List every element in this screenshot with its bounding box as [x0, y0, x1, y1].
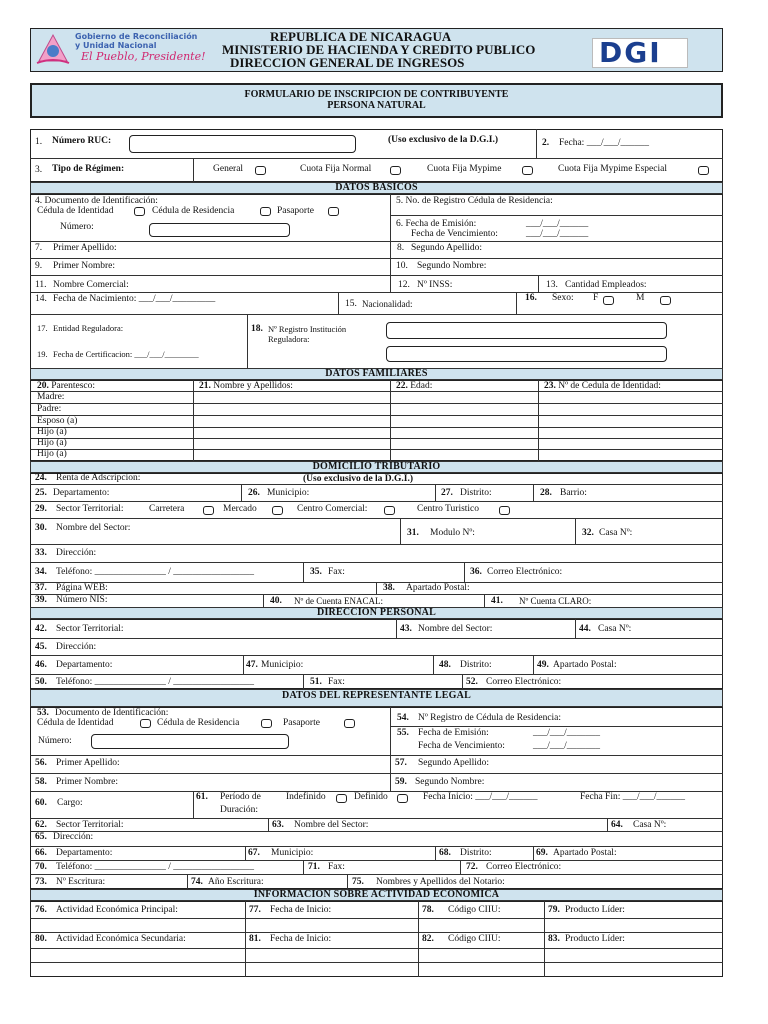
f29-number: 29. — [35, 504, 47, 514]
f51-label: Fax: — [328, 677, 345, 687]
f6a-line: ___/___/______ — [526, 219, 589, 229]
f46-label: Departamento: — [56, 660, 113, 670]
f10-label: Segundo Nombre: — [417, 261, 487, 271]
f3-label: Tipo de Régimen: — [52, 164, 125, 174]
f77-label: Fecha de Inicio: — [270, 905, 332, 915]
f52-label: Correo Electrónico: — [486, 677, 562, 687]
f18-number: 18. — [251, 324, 263, 334]
centro-turistico-label: Centro Turistico — [417, 504, 480, 514]
f63-number: 63. — [272, 820, 284, 830]
f61-label2: Duración: — [220, 805, 258, 815]
f7-number: 7. — [35, 243, 43, 253]
f44-number: 44. — [579, 624, 591, 634]
f33-number: 33. — [35, 548, 47, 558]
f14-label: Fecha de Nacimiento: ___/___/_________ — [53, 294, 216, 304]
f39-label: Número NIS: — [56, 595, 108, 605]
f12-number: 12. — [398, 280, 410, 290]
f3-number: 3. — [35, 165, 43, 175]
f78-label: Código CIIU: — [448, 905, 501, 915]
f42-label: Sector Territorial: — [56, 624, 124, 634]
f60-number: 60. — [35, 798, 47, 808]
f80-number: 80. — [35, 934, 47, 944]
f54-label: Nº Registro de Cédula de Residencia: — [418, 713, 562, 723]
f81-label: Fecha de Inicio: — [270, 934, 332, 944]
f44-label: Casa Nº: — [598, 624, 632, 634]
f10-number: 10. — [396, 261, 408, 271]
f74-number: 74. — [191, 877, 203, 887]
government-logo-slogan: El Pueblo, Presidente! — [81, 50, 206, 63]
familiar-row-label: Padre: — [37, 404, 62, 414]
sex-f-label: F — [593, 293, 599, 303]
f43-label: Nombre del Sector: — [418, 624, 493, 634]
f25-number: 25. — [35, 488, 47, 498]
f73-number: 73. — [35, 877, 47, 887]
f38-label: Apartado Postal: — [406, 583, 470, 593]
f1-number: 1. — [35, 137, 43, 147]
f14-number: 14. — [35, 294, 47, 304]
regime-cfn-checkbox[interactable] — [390, 166, 401, 175]
h21-label: Nombre y Apellidos: — [213, 381, 293, 391]
government-emblem-icon — [33, 31, 73, 67]
h20-number: 20. — [37, 381, 49, 391]
f28-number: 28. — [540, 488, 552, 498]
f40-label: Nº de Cuenta ENACAL: — [294, 596, 384, 606]
f15-label: Nacionalidad: — [362, 299, 413, 309]
cedula-residencia-label: Cédula de Residencia — [152, 206, 235, 216]
f11-number: 11. — [35, 280, 47, 290]
f83-number: 83. — [548, 934, 560, 944]
f11-label: Nombre Comercial: — [53, 280, 129, 290]
familiar-row-label: Madre: — [37, 392, 65, 402]
f58-label: Primer Nombre: — [56, 777, 119, 787]
h21 — [199, 381, 293, 392]
fecha-fin-label: Fecha Fin: ___/___/______ — [580, 792, 686, 802]
f64-number: 64. — [611, 820, 623, 830]
f27-number: 27. — [441, 488, 453, 498]
f16-number: 16. — [525, 293, 537, 303]
h22 — [396, 381, 432, 392]
f37-number: 37. — [35, 583, 47, 593]
f55b-line: ___/___/_______ — [533, 741, 601, 751]
government-logo-line2: y Unidad Nacional — [75, 41, 157, 50]
section-actividad-economica: INFORMACION SOBRE ACTIVIDAD ECONOMICA — [30, 889, 723, 901]
f59-number: 59. — [395, 777, 407, 787]
f81-number: 81. — [249, 934, 261, 944]
carretera-label: Carretera — [149, 504, 185, 514]
f48-label: Distrito: — [460, 660, 492, 670]
mercado-checkbox[interactable] — [272, 506, 283, 515]
rep-cedula-identidad-checkbox[interactable] — [140, 719, 151, 728]
f65-label: Dirección: — [53, 832, 94, 842]
f32-number: 32. — [582, 528, 594, 538]
f75-number: 75. — [352, 877, 364, 887]
section-representante-legal: DATOS DEL REPRESENTANTE LEGAL — [30, 689, 723, 707]
f24-label: Renta de Adscripcion: — [56, 473, 141, 483]
government-logo — [33, 31, 218, 69]
f25-label: Departamento: — [53, 488, 110, 498]
document-number-input[interactable] — [149, 223, 290, 237]
regime-cfm-label: Cuota Fija Mypime — [427, 164, 502, 174]
f77-number: 77. — [249, 905, 261, 915]
h23-label: Nº de Cedula de Identidad: — [558, 381, 661, 391]
h22-label: Edad: — [410, 381, 433, 391]
rep-cedula-residencia-checkbox[interactable] — [261, 719, 272, 728]
dgi-logo — [592, 38, 688, 68]
definido-label: Definido — [354, 792, 388, 802]
carretera-checkbox[interactable] — [203, 506, 214, 515]
f57-number: 57. — [395, 758, 407, 768]
f38-number: 38. — [383, 583, 395, 593]
sex-m-checkbox[interactable] — [660, 296, 671, 305]
f28-label: Barrio: — [560, 488, 587, 498]
f31-number: 31. — [407, 528, 419, 538]
f5-label: 5. No. de Registro Cédula de Residencia: — [396, 196, 553, 206]
f52-number: 52. — [466, 677, 478, 687]
f8-number: 8. — [397, 243, 405, 253]
h23 — [544, 381, 661, 392]
sex-f-checkbox[interactable] — [603, 296, 614, 305]
f54-number: 54. — [397, 713, 409, 723]
f82-number: 82. — [422, 934, 434, 944]
cedula-residencia-checkbox[interactable] — [260, 207, 271, 216]
f29-label: Sector Territorial: — [56, 504, 124, 514]
f7-label: Primer Apellido: — [53, 243, 117, 253]
f82-label: Código CIIU: — [448, 934, 501, 944]
regime-general-checkbox[interactable] — [255, 166, 266, 175]
f47-number: 47. — [246, 660, 258, 670]
registro-institucion-input[interactable] — [386, 322, 667, 339]
f62-number: 62. — [35, 820, 47, 830]
regime-general-label: General — [213, 164, 244, 174]
f2-label: Fecha: ___/___/______ — [559, 138, 649, 148]
f49-number: 49. — [537, 660, 549, 670]
pasaporte-checkbox[interactable] — [328, 207, 339, 216]
ruc-input[interactable] — [129, 135, 356, 153]
f9-number: 9. — [35, 261, 43, 271]
f46-number: 46. — [35, 660, 47, 670]
f31-label: Modulo Nº: — [430, 528, 475, 538]
f50-number: 50. — [35, 677, 47, 687]
f41-number: 41. — [491, 596, 503, 606]
f55a-label: Fecha de Emisión: — [418, 728, 489, 738]
indefinido-checkbox[interactable] — [336, 794, 347, 803]
f34-number: 34. — [35, 567, 47, 577]
f36-label: Correo Electrónico: — [487, 567, 563, 577]
f76-label: Actividad Económica Principal: — [56, 905, 178, 915]
f64-label: Casa Nº: — [633, 820, 667, 830]
f50-label: Teléfono: _______________ / _________________ — [56, 677, 255, 687]
h20 — [37, 381, 95, 392]
f6a-label: 6. Fecha de Emisión: — [396, 219, 477, 229]
regime-cfme-checkbox[interactable] — [698, 166, 709, 175]
mercado-label: Mercado — [223, 504, 257, 514]
rep-numero-label: Número: — [38, 736, 72, 746]
f68-number: 68. — [439, 848, 451, 858]
section-datos-basicos: DATOS BASICOS — [30, 182, 723, 194]
f19-label: Fecha de Certificacion: ___/___/________ — [53, 349, 199, 359]
f83-label: Producto Líder: — [565, 934, 625, 944]
rep-document-number-input[interactable] — [91, 734, 289, 749]
pasaporte-label: Pasaporte — [277, 206, 314, 216]
f18-label2: Reguladora: — [268, 334, 310, 344]
section-domicilio-tributario: DOMICILIO TRIBUTARIO — [30, 461, 723, 473]
f35-number: 35. — [310, 567, 322, 577]
f13-label: Cantidad Empleados: — [565, 280, 647, 290]
h22-number: 22. — [396, 381, 408, 391]
f47-label: Municipio: — [261, 660, 304, 670]
f15-number: 15. — [345, 299, 357, 309]
f61-number: 61. — [196, 792, 208, 802]
f62-label: Sector Territorial: — [56, 820, 124, 830]
sex-m-label: M — [636, 293, 645, 303]
f43-number: 43. — [400, 624, 412, 634]
familiar-row-label: Hijo (a) — [37, 438, 67, 448]
f55a-line: ___/___/_______ — [533, 728, 601, 738]
f57-label: Segundo Apellido: — [418, 758, 489, 768]
familiar-row-label: Esposo (a) — [37, 416, 78, 426]
f49-label: Apartado Postal: — [553, 660, 617, 670]
f71-number: 71. — [308, 862, 320, 872]
f65-number: 65. — [35, 832, 47, 842]
f19-number: 19. — [37, 349, 48, 359]
section-direccion-personal: DIRECCION PERSONAL — [30, 607, 723, 619]
f67-label: Municipio: — [271, 848, 314, 858]
form-title-line1: FORMULARIO DE INSCRIPCION DE CONTRIBUYENTE — [244, 89, 509, 100]
f55b-label: Fecha de Vencimiento: — [418, 741, 505, 751]
f9-label: Primer Nombre: — [53, 261, 116, 271]
f42-number: 42. — [35, 624, 47, 634]
government-logo-line1: Gobierno de Reconciliación — [75, 32, 198, 41]
f68-label: Distrito: — [460, 848, 492, 858]
f33-label: Dirección: — [56, 548, 97, 558]
centro-comercial-label: Centro Comercial: — [297, 504, 368, 514]
f74-label: Año Escritura: — [208, 877, 264, 887]
f76-number: 76. — [35, 905, 47, 915]
f32-label: Casa Nº: — [599, 528, 633, 538]
f26-label: Municipio: — [267, 488, 310, 498]
f56-label: Primer Apellido: — [56, 758, 120, 768]
f45-number: 45. — [35, 642, 47, 652]
f17-number: 17. — [37, 323, 48, 333]
centro-comercial-checkbox[interactable] — [384, 506, 395, 515]
h20-label: Parentesco: — [51, 381, 96, 391]
domicilio-dgi-only: (Uso exclusivo de la D.G.I.) — [303, 474, 414, 484]
f12-label: Nº INSS: — [417, 280, 453, 290]
indefinido-label: Indefinido — [286, 792, 326, 802]
f37-label: Página WEB: — [56, 583, 108, 593]
f48-number: 48. — [439, 660, 451, 670]
f78-number: 78. — [422, 905, 434, 915]
f2-number: 2. — [542, 138, 550, 148]
f1-label: Número RUC: — [52, 136, 112, 146]
f18-label1: Nº Registro Institución — [268, 324, 347, 334]
f69-number: 69. — [536, 848, 548, 858]
f24-number: 24. — [35, 473, 47, 483]
cedula-identidad-label: Cédula de Identidad — [37, 206, 114, 216]
f39-number: 39. — [35, 595, 47, 605]
dgi-only-note: (Uso exclusivo de la D.G.I.) — [388, 135, 499, 145]
fecha-inicio-label: Fecha Inicio: ___/___/______ — [423, 792, 538, 802]
f58-number: 58. — [35, 777, 47, 787]
f56-number: 56. — [35, 758, 47, 768]
f13-number: 13. — [546, 280, 558, 290]
rep-cedula-identidad-label: Cédula de Identidad — [37, 718, 114, 728]
f16-label: Sexo: — [552, 293, 574, 303]
h23-number: 23. — [544, 381, 556, 391]
f4-label: 4. Documento de Identificación: — [35, 196, 158, 206]
f69-label: Apartado Postal: — [553, 848, 617, 858]
f75-label: Nombres y Apellidos del Notario: — [376, 877, 505, 887]
regime-cfn-label: Cuota Fija Normal — [300, 164, 372, 174]
regime-cfm-checkbox[interactable] — [522, 166, 533, 175]
f70-label: Teléfono: _______________ / _________________ — [56, 862, 255, 872]
header-line1: REPUBLICA DE NICARAGUA — [270, 29, 452, 44]
f26-number: 26. — [248, 488, 260, 498]
f67-number: 67. — [248, 848, 260, 858]
f51-number: 51. — [310, 677, 322, 687]
f6b-line: ___/___/______ — [526, 229, 589, 239]
numero-label: Número: — [60, 222, 94, 232]
familiar-row-label: Hijo (a) — [37, 427, 67, 437]
h21-number: 21. — [199, 381, 211, 391]
f80-label: Actividad Económica Secundaria: — [56, 934, 186, 944]
rep-pasaporte-checkbox[interactable] — [344, 719, 355, 728]
dgi-logo-text: DGI — [599, 36, 662, 69]
f79-label: Producto Líder: — [565, 905, 625, 915]
f41-label: Nº Cuenta CLARO: — [519, 596, 592, 606]
f30-number: 30. — [35, 523, 47, 533]
f36-number: 36. — [470, 567, 482, 577]
definido-checkbox[interactable] — [397, 794, 408, 803]
f66-label: Departamento: — [56, 848, 113, 858]
f70-number: 70. — [35, 862, 47, 872]
f35-label: Fax: — [328, 567, 345, 577]
f63-label: Nombre del Sector: — [294, 820, 369, 830]
cedula-identidad-checkbox[interactable] — [134, 207, 145, 216]
rep-cedula-residencia-label: Cédula de Residencia — [157, 718, 240, 728]
f45-label: Dirección: — [56, 642, 97, 652]
f60-label: Cargo: — [57, 798, 83, 808]
f53-number: 53. — [37, 708, 49, 718]
f17-label: Entidad Reguladora: — [53, 323, 124, 333]
certificacion-input[interactable] — [386, 346, 667, 362]
f72-number: 72. — [466, 862, 478, 872]
form-title-line2: PERSONA NATURAL — [327, 100, 426, 111]
f53-label: Documento de Identificación: — [55, 708, 169, 718]
header-line3: DIRECCION GENERAL DE INGRESOS — [230, 55, 465, 70]
f79-number: 79. — [548, 905, 560, 915]
f61-label1: Período de — [220, 792, 261, 802]
regime-cfme-label: Cuota Fija Mypime Especial — [558, 164, 667, 174]
section-datos-familiares: DATOS FAMILIARES — [30, 368, 723, 380]
header-line2: MINISTERIO DE HACIENDA Y CREDITO PUBLICO — [222, 42, 536, 57]
f73-label: Nº Escritura: — [56, 877, 106, 887]
f30-label: Nombre del Sector: — [56, 523, 131, 533]
familiar-row-label: Hijo (a) — [37, 449, 67, 459]
f72-label: Correo Electrónico: — [486, 862, 562, 872]
f34-label: Teléfono: _______________ / _________________ — [56, 567, 255, 577]
f55-number: 55. — [397, 728, 409, 738]
f40-number: 40. — [270, 596, 282, 606]
rep-pasaporte-label: Pasaporte — [283, 718, 320, 728]
f8-label: Segundo Apellido: — [411, 243, 482, 253]
f6b-label: Fecha de Vencimiento: — [411, 229, 498, 239]
f66-number: 66. — [35, 848, 47, 858]
f71-label: Fax: — [328, 862, 345, 872]
f59-label: Segundo Nombre: — [415, 777, 485, 787]
f27-label: Distrito: — [460, 488, 492, 498]
centro-turistico-checkbox[interactable] — [499, 506, 510, 515]
